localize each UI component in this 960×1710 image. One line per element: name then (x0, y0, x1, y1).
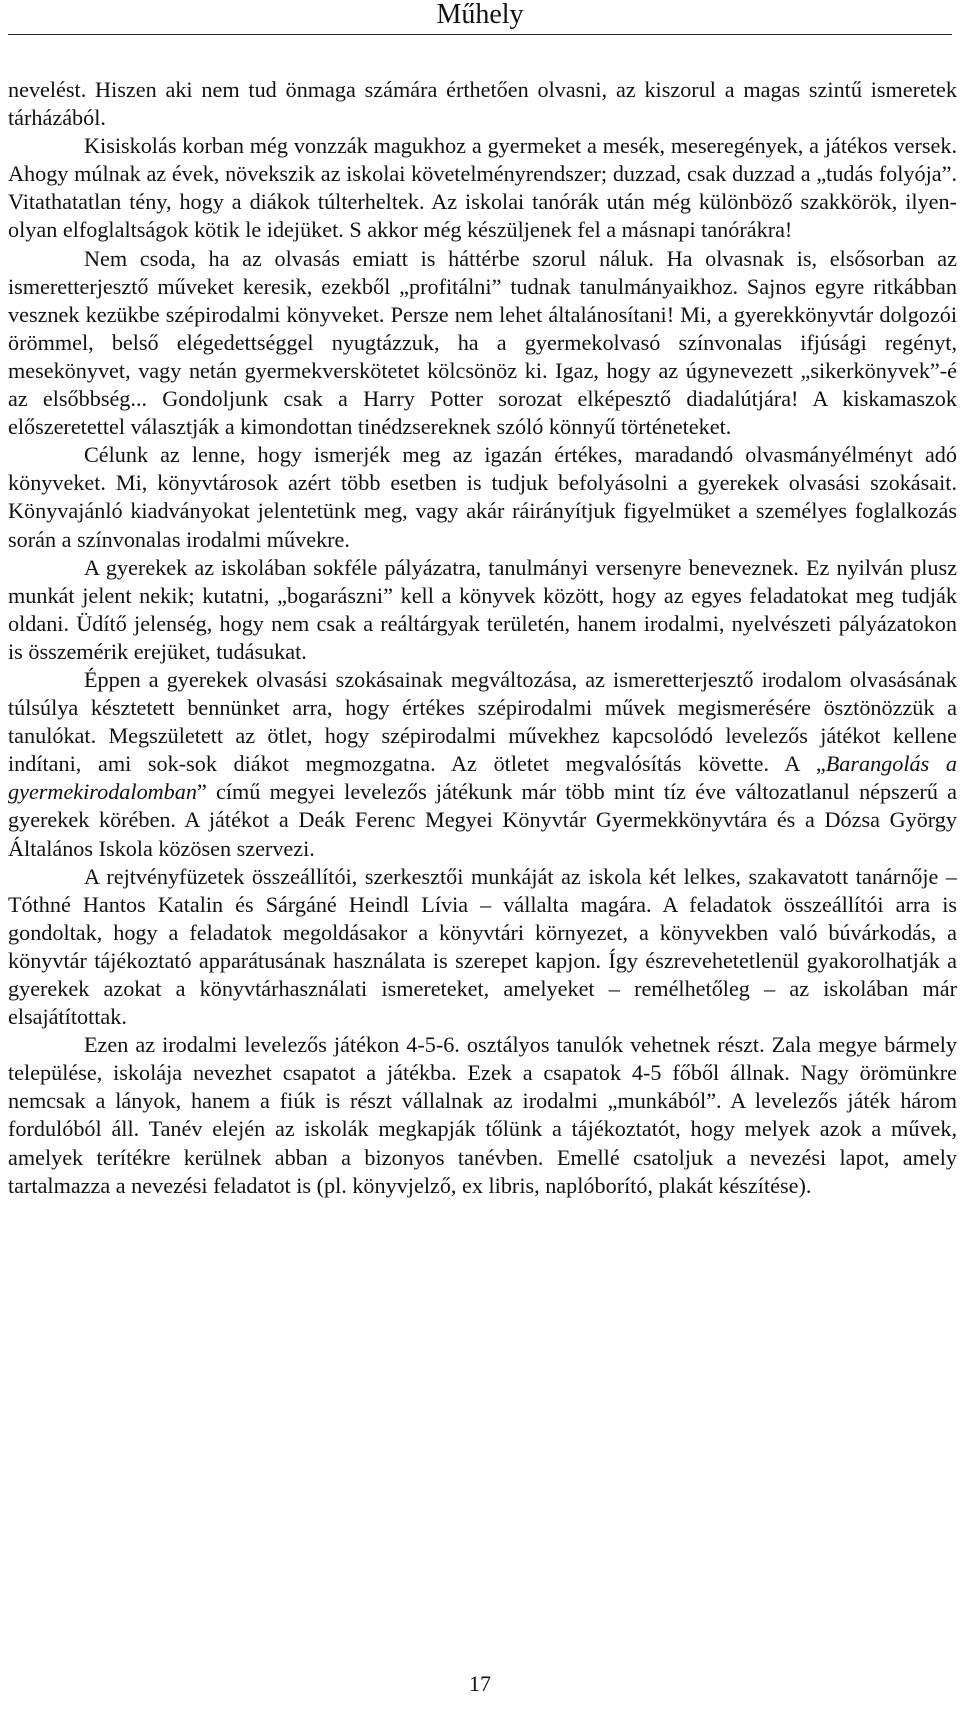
paragraph-7: A rejtvényfüzetek összeállítói, szerkesztői munkáját az iskola két lelkes, szakavatott tanárnője – Tóthné Hantos Katalin és Sárgáné Heindl Lívia – vállalta magára. A feladatok összeállítói arra is gondoltak, hogy a feladatok megoldásakor a könyvtári környezet, a könyvekben való búvárkodás, a könyvtár tájékoztató apparátusának használata is szerepet kapjon. Így észrevehetetlenül gyakorolhatják a gyerekek azokat a könyvtárhasználati ismereteket, amelyeket – remélhetőleg – az iskolában már elsajátítottak. (8, 863, 957, 1030)
page-number: 17 (469, 1671, 491, 1696)
header-rule (8, 34, 952, 35)
paragraph-1: nevelést. Hiszen aki nem tud önmaga számára érthetően olvasni, az kiszorul a magas szintű ismeretek tárházából. (8, 77, 957, 131)
paragraph-6-text-before: Éppen a gyerekek olvasási szokásainak megváltozása, az ismeretterjesztő irodalom olvasásának túlsúlya késztetett bennünket arra, hogy értékes szépirodalmi művek megismerésére ösztönözzük a tanulókat. Megszületett az ötlet, hogy szépirodalmi művekhez kapcsolódó levelezős játékot kellene indítani, ami sok-sok diákot megmozgatna. Az ötletet megvalósítás követte. A „ (8, 666, 957, 777)
article-body (8, 76, 957, 1200)
paragraph-6-text-after: ” című megyei levelezős játékunk már több mint tíz éve változatlanul népszerű a gyerekek körében. A játékot a Deák Ferenc Megyei Könyvtár Gyermekkönyvtára és a Dózsa György Általános Iskola közösen szervezi. (8, 779, 957, 861)
page-header (0, 0, 960, 44)
paragraph-5: A gyerekek az iskolában sokféle pályázatra, tanulmányi versenyre beneveznek. Ez nyilván plusz munkát jelent nekik; kutatni, „bogarászni” kell a könyvek között, hogy az egyes feladatokat meg tudják oldani. Üdítő jelenség, hogy nem csak a reáltárgyak területén, hanem irodalmi, nyelvészeti pályázatokon is összemérik erejüket, tudásukat. (8, 554, 957, 664)
paragraph-3: Nem csoda, ha az olvasás emiatt is háttérbe szorul náluk. Ha olvasnak is, elsősorban az ismeretterjesztő műveket keresik, ezekből „profitálni” tudnak tanulmányaikhoz. Sajnos egyre ritkábban vesznek kezükbe szépirodalmi könyveket. Persze nem lehet általánosítani! Mi, a gyerekkönyvtár dolgozói örömmel, belső elégedettséggel nyugtázzuk, ha a gyermekolvasó színvonalas ifjúsági regényt, mesekönyvet, vagy netán gyermekverskötetet kölcsönöz ki. Igaz, hogy az úgynevezett „sikerkönyvek”-é az elsőbbség... Gondoljunk csak a Harry Potter sorozat elképesztő diadalútjára! A kiskamaszok előszeretettel választják a kimondottan tinédzsereknek szóló könnyű történeteket. (8, 245, 957, 440)
paragraph-6 (8, 666, 957, 863)
paragraph-4: Célunk az lenne, hogy ismerjék meg az igazán értékes, maradandó olvasmányélményt adó könyveket. Mi, könyvtárosok azért több esetben is tudjuk befolyásolni a gyerekek olvasási szokásait. Könyvajánló kiadványokat jelentetünk meg, vagy akár ráirányítjuk figyelmüket a személyes foglalkozás során a színvonalas irodalmi művekre. (8, 442, 957, 552)
section-title: Műhely (436, 0, 524, 30)
book-title: Barangolás a gyermekirodalomban (8, 751, 957, 805)
paragraph-2: Kisiskolás korban még vonzzák magukhoz a gyermeket a mesék, meseregények, a játékos versek. Ahogy múlnak az évek, növekszik az iskolai követelményrendszer; duzzad, csak duzzad a „tudás folyója”. Vitathatatlan tény, hogy a diákok túlterheltek. Az iskolai tanórák után még különböző szakkörök, ilyen-olyan elfoglaltságok kötik le idejüket. S akkor még készüljenek fel a másnapi tanórákra! (8, 133, 957, 243)
paragraph-8: Ezen az irodalmi levelezős játékon 4-5-6. osztályos tanulók vehetnek részt. Zala megye bármely települése, iskolája nevezhet csapatot a játékba. Ezek a csapatok 4-5 főből állnak. Nagy örömünkre nemcsak a lányok, hanem a fiúk is részt vállalnak az irodalmi „munkából”. A levelezős játék három fordulóból áll. Tanév elején az iskolák megkapják tőlünk a tájékoztatót, hogy melyek azok a művek, amelyek terítékre kerülnek abban a bizonyos tanévben. Emellé csatoljuk a nevezési lapot, amely tartalmazza a nevezési feladatot is (pl. könyvjelző, ex libris, naplóborító, plakát készítése). (8, 1032, 957, 1198)
